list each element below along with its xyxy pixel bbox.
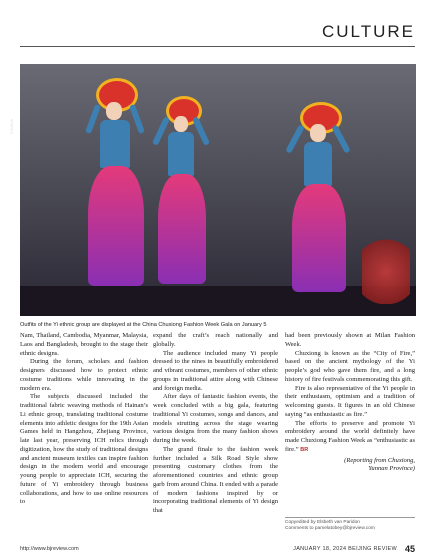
copyeditor: Copyedited by Elsbeth van Paridon <box>285 520 360 525</box>
paragraph: Fire is also representative of the Yi people in their enthusiasm, optimism and a tradition of welcoming guests. It figures in an old Chinese saying “as enthusiastic as fire.” <box>285 384 415 418</box>
article-column-3 <box>285 332 415 474</box>
paragraph: The grand finale to the fashion week further included a Silk Road Style show presenting customary clothes from the aforementioned countries and ethnic group garb from around China. It ended with a parade of modern fashions inspired by or incorporating traditional elements of Yi design that <box>153 445 278 514</box>
photo-caption: Outfits of the Yi ethnic group are displayed at the China Chuxiong Fashion Week Gala on January 5 <box>20 322 267 328</box>
dancer-left <box>82 74 152 299</box>
stage-floor <box>20 286 416 316</box>
page-number: 45 <box>404 544 415 554</box>
byline-line-1: (Reporting from Chuxiong, <box>344 456 415 464</box>
paragraph: expand the craft’s reach nationally and globally. <box>153 332 278 348</box>
footer-issue: JANUARY 18, 2024 BEIJING REVIEW <box>293 546 397 552</box>
performer-background-right <box>362 224 410 304</box>
byline <box>285 457 415 475</box>
dancer-middle <box>148 94 214 299</box>
photo-credit: XINHUA <box>9 118 15 135</box>
paragraph: During the forum, scholars and fashion designers discussed how to protect ethnic costume traditions while innovating in the modern era. <box>20 358 148 392</box>
paragraph: Nam, Thailand, Cambodia, Myanmar, Malaysia, Laos and Bangladesh, brought to the stage their ethnic designs. <box>20 332 148 357</box>
article-photo <box>9 64 416 316</box>
signoff-mark: BR <box>300 446 309 453</box>
paragraph <box>285 420 415 455</box>
comments-email[interactable]: Comments to pamelatobey@bjreview.com <box>285 526 375 532</box>
paragraph: Chuxiong is known as the “City of Fire,” based on the ancient mythology of the Yi people’s god who gave them fire, and a long history of fire festivals commemorating this gift. <box>285 349 415 383</box>
footer-url[interactable]: http://www.bjreview.com <box>20 546 79 552</box>
paragraph: After days of fantastic fashion events, the week concluded with a big gala, featuring traditional Yi costumes, songs and dances, and models strutting across the stage wearing various designs from the many fashion shows during the week. <box>153 393 278 444</box>
dancer-right <box>282 102 356 302</box>
paragraph: had been previously shown at Milan Fashion Week. <box>285 332 415 348</box>
section-title: CULTURE <box>321 22 415 41</box>
paragraph-text: The efforts to preserve and promote Yi embroidery around the world definitely have made Chuxiong Fashion Week as “enthusiastic as fire.” <box>285 419 415 453</box>
article-column-1 <box>20 332 148 507</box>
paragraph: The subjects discussed included the traditional fabric weaving methods of Hainan’s Li ethnic group, translating traditional costume elements into athletic designs for the 19th Asian Games held in Hangzhou, Zhejiang Province, late last year, preserving ICH relics through digitization, how the study of traditional designs and ancient museum textiles can inspire fashion design in the modern world and encourage young people to appreciate ICH, securing the future of Yi embroidery through business collaborations, and how to use online resources to <box>20 393 148 506</box>
copyedit-note <box>285 517 415 533</box>
byline-line-2: Yunnan Province) <box>368 465 415 473</box>
paragraph: The audience included many Yi people dressed to the nines in beautifully embroidered and vibrant costumes, members of other ethnic groups in traditional attire along with Chinese and foreign media. <box>153 349 278 392</box>
article-column-2 <box>153 332 278 516</box>
header-rule <box>20 46 415 47</box>
